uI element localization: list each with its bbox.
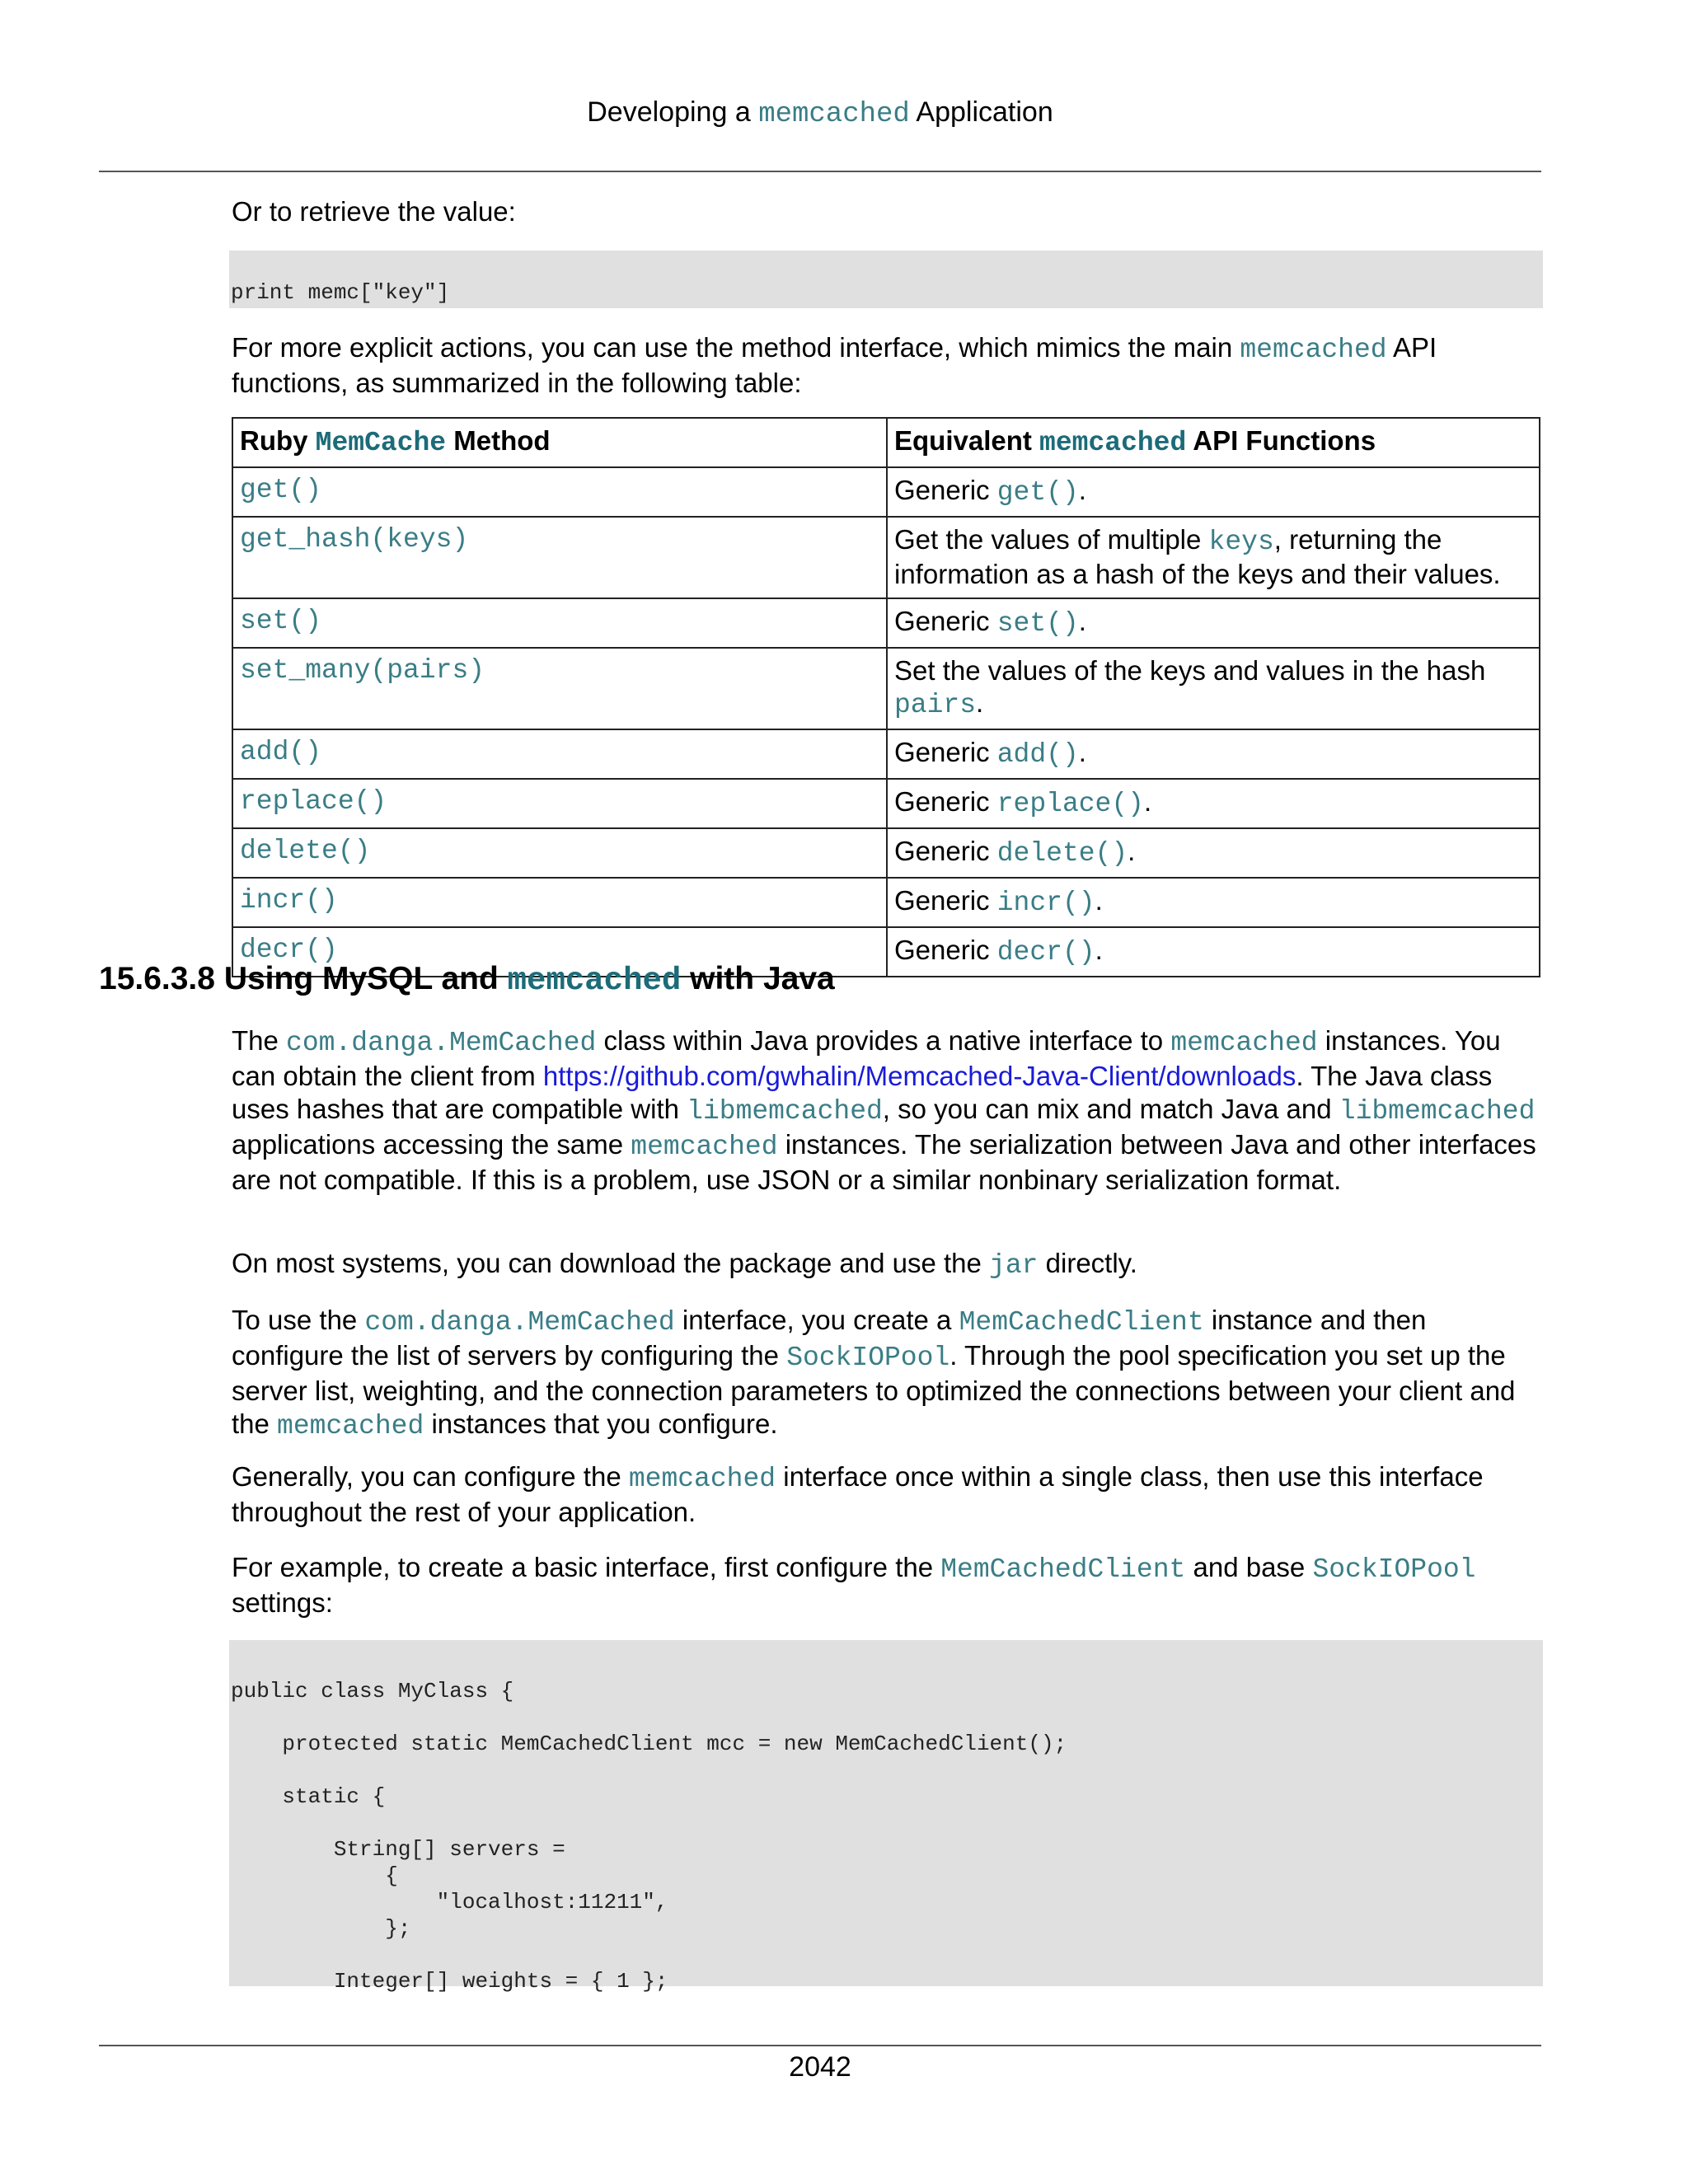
section-heading: 15.6.3.8 Using MySQL and memcached with Java	[99, 961, 835, 999]
code-block-retrieve: print memc["key"]	[229, 251, 1543, 308]
table-row	[232, 729, 1540, 779]
footer-divider	[99, 2045, 1541, 2046]
table-row	[232, 878, 1540, 927]
table-row	[232, 779, 1540, 828]
inline-code: memcached	[1240, 335, 1387, 365]
retrieve-intro: Or to retrieve the value:	[232, 196, 516, 227]
java-intro-paragraph: The com.danga.MemCached class within Java provides a native interface to memcached instances. You can obtain the client from https://github.com/gwhalin/Memcached-Java-Client/downloads. The Java class uses hashes that are compatible with libmemcached, so you can mix and match Java and libmemcached applications accessing the same memcached instances. The serialization between Java and other interfaces are not compatible. If this is a problem, use JSON or a similar nonbinary serialization format.	[232, 1025, 1536, 1195]
method-cell: get_hash(keys)	[232, 517, 887, 598]
table-header-row	[232, 418, 1540, 467]
function-cell: Generic delete().	[887, 828, 1540, 878]
header-divider	[99, 171, 1541, 172]
function-cell: Generic get().	[887, 467, 1540, 517]
github-download-link[interactable]: https://github.com/gwhalin/Memcached-Java-Client/downloads	[542, 1061, 1296, 1091]
code-block-java: public class MyClass { protected static MemCachedClient mcc = new MemCachedClient(); static { String[] servers = { "localhost:11211", }; Integer[] weights = { 1 };	[229, 1640, 1543, 1986]
method-cell: get()	[232, 467, 887, 517]
column-header-equivalent-functions: Equivalent memcached API Functions	[887, 418, 1540, 467]
column-header-ruby-method: Ruby MemCache Method	[232, 418, 887, 467]
method-cell: set_many(pairs)	[232, 648, 887, 729]
java-config-paragraph: Generally, you can configure the memcached interface once within a single class, then use this interface throughout the rest of your application.	[232, 1461, 1484, 1527]
method-cell: add()	[232, 729, 887, 779]
page-number: 2042	[789, 2051, 851, 2083]
table-row	[232, 517, 1540, 598]
table-row	[232, 598, 1540, 648]
java-client-paragraph: To use the com.danga.MemCached interface, you create a MemCachedClient instance and then configure the list of servers by configuring the SockIOPool. Through the pool specification you set up the server list, weighting, and the connection parameters to optimized the connections between your client and the memcached instances that you configure.	[232, 1305, 1516, 1441]
header-code: memcached	[758, 99, 910, 130]
method-cell: incr()	[232, 878, 887, 927]
function-cell: Generic add().	[887, 729, 1540, 779]
java-jar-paragraph: On most systems, you can download the package and use the jar directly.	[232, 1248, 1137, 1281]
method-cell: delete()	[232, 828, 887, 878]
methods-paragraph: For more explicit actions, you can use the method interface, which mimics the main memcached API functions, as summarized in the following table:	[232, 332, 1437, 398]
ruby-memcache-methods-table	[232, 417, 1540, 977]
table-row	[232, 467, 1540, 517]
function-cell: Generic set().	[887, 598, 1540, 648]
table-row	[232, 828, 1540, 878]
java-example-paragraph: For example, to create a basic interface, first configure the MemCachedClient and base SockIOPool settings:	[232, 1552, 1476, 1618]
function-cell: Get the values of multiple keys, returning the information as a hash of the keys and their values.	[887, 517, 1540, 598]
function-cell: Generic decr().	[887, 927, 1540, 977]
section-number: 15.6.3.8	[99, 961, 215, 996]
method-cell: replace()	[232, 779, 887, 828]
function-cell: Generic replace().	[887, 779, 1540, 828]
method-cell: set()	[232, 598, 887, 648]
header-suffix: Application	[916, 96, 1053, 128]
method-cell: decr()	[232, 927, 887, 977]
table-row	[232, 648, 1540, 729]
running-header	[0, 94, 1640, 133]
header-prefix: Developing a	[587, 96, 751, 128]
function-cell: Set the values of the keys and values in the hash pairs.	[887, 648, 1540, 729]
function-cell: Generic incr().	[887, 878, 1540, 927]
